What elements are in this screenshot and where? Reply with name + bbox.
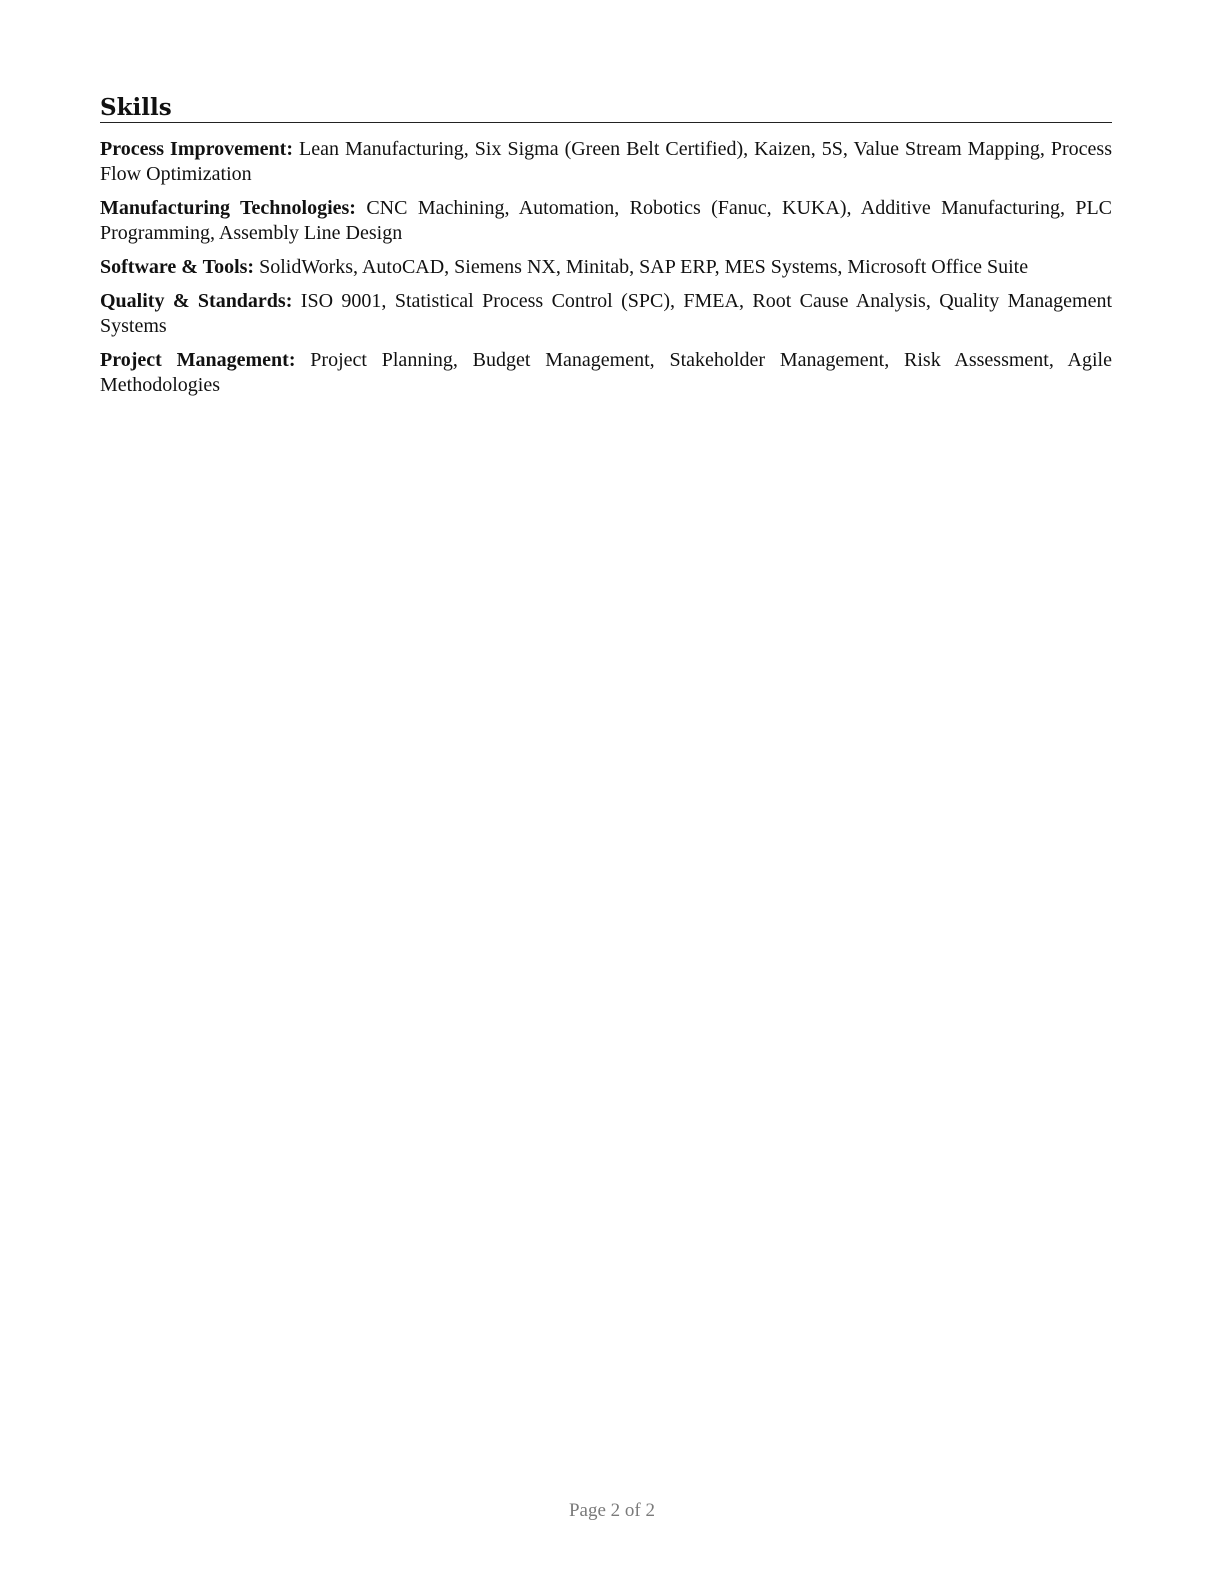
page-number: Page 2 of 2 [568, 1500, 655, 1521]
skill-label: Manufacturing Technologies: [100, 197, 356, 219]
section-title-skills: Skills [100, 94, 1112, 123]
skill-label: Quality & Standards: [100, 290, 293, 312]
skill-label: Project Management: [100, 349, 296, 371]
skill-row-quality-standards [100, 289, 1112, 339]
skills-list [100, 137, 1112, 398]
skill-text: Lean Manufacturing, Six Sigma (Green Belt Certified), Kaizen, 5S, Value Stream Mapping, Process Flow Optimization [100, 138, 1112, 185]
skill-row-project-management [100, 348, 1112, 398]
skill-row-software-tools [100, 255, 1112, 280]
skill-text: Project Planning, Budget Management, Stakeholder Management, Risk Assessment, Agile Methodologies [100, 349, 1112, 396]
skill-row-process-improvement [100, 137, 1112, 187]
skill-label: Software & Tools: [100, 256, 255, 278]
skill-row-manufacturing-technologies [100, 196, 1112, 246]
skill-label: Process Improvement: [100, 138, 293, 160]
skill-text: SolidWorks, AutoCAD, Siemens NX, Minitab, SAP ERP, MES Systems, Microsoft Office Suite [259, 256, 1029, 278]
skill-text: CNC Machining, Automation, Robotics (Fanuc, KUKA), Additive Manufacturing, PLC Programming, Assembly Line Design [100, 197, 1113, 244]
skill-text: ISO 9001, Statistical Process Control (SPC), FMEA, Root Cause Analysis, Quality Management Systems [100, 290, 1113, 337]
resume-page [100, 94, 1112, 407]
